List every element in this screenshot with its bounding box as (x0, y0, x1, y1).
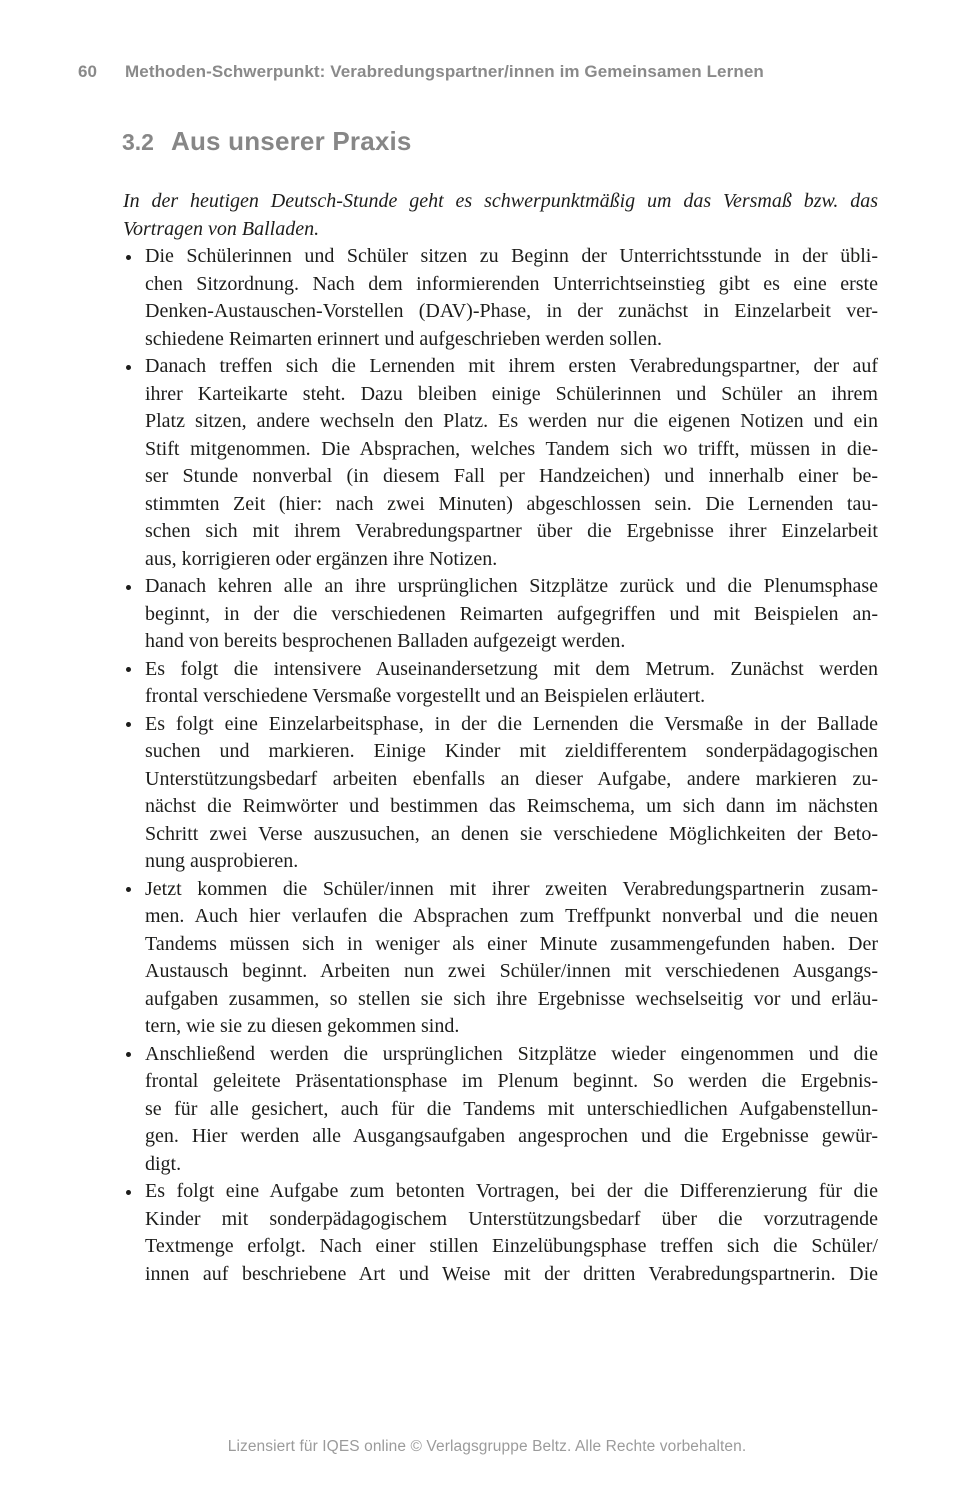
bullet-dot-icon (126, 255, 131, 260)
intro-line: Vortragen von Balladen. (123, 217, 320, 240)
bullet-line: Kinder mit sonderpädagogischem Unterstützungsbedarf über die vorzutragende (145, 1207, 878, 1230)
bullet-line: Unterstützungsbedarf arbeiten ebenfalls an dieser Aufgabe, andere markieren zu- (145, 767, 878, 790)
bullet-line: ser Stunde nonverbal (in diesem Fall per Handzeichen) und innerhalb einer be- (145, 465, 878, 487)
bullet-item (123, 353, 878, 573)
intro-line: In der heutigen Deutsch-Stunde geht es schwerpunktmäßig um das Versmaß bzw. das (123, 190, 878, 212)
bullet-line: men. Auch hier verlaufen die Absprachen zum Treffpunkt nonverbal und die neuen (145, 905, 878, 927)
bullet-line: Austausch beginnt. Arbeiten nun zwei Schüler/innen mit verschiedenen Ausgangs- (145, 960, 878, 982)
section-number: 3.2 (122, 129, 154, 155)
bullet-dot-icon (126, 1190, 131, 1195)
bullet-line: se für alle gesichert, auch für die Tandems mit unterschiedlichen Aufgabenstellun- (145, 1097, 878, 1120)
intro-paragraph (123, 188, 878, 243)
body-text (123, 188, 878, 1288)
bullet-item (123, 573, 878, 656)
bullet-line: aus, korrigieren oder ergänzen ihre Notizen. (145, 547, 498, 570)
bullet-dot-icon (126, 887, 131, 892)
bullet-item (123, 876, 878, 1041)
bullet-line: chen Sitzordnung. Nach dem informierenden Unterrichtseinstieg gibt es eine erste (145, 272, 878, 295)
bullet-line: Platz sitzen, andere wechseln den Platz. Es werden nur die eigenen Notizen und ein (145, 410, 878, 432)
bullet-item (123, 1041, 878, 1179)
bullet-line: beginnt, in der die verschiedenen Reimarten aufgegriffen und mit Beispielen an- (145, 602, 878, 625)
bullet-line: hand von bereits besprochenen Balladen aufgezeigt werden. (145, 630, 626, 652)
bullet-dot-icon (126, 1052, 131, 1057)
bullet-line: Es folgt eine Aufgabe zum betonten Vortragen, bei der die Differenzierung für die (145, 1180, 878, 1202)
bullet-line: Es folgt eine Einzelarbeitsphase, in der die Lernenden die Versmaße in der Ballade (145, 712, 878, 735)
bullet-line: innen auf beschriebene Art und Weise mit der dritten Verabredungspartnerin. Die (145, 1262, 878, 1285)
bullet-line: Textmenge erfolgt. Nach einer stillen Einzelübungsphase treffen sich die Schüler/ (145, 1235, 878, 1257)
bullet-line: ihrer Karteikarte steht. Dazu bleiben einige Schülerinnen und Schüler an ihrem (145, 382, 878, 405)
bullet-line: schen sich mit ihrem Verabredungspartner über die Ergebnisse ihrer Einzelarbeit (145, 520, 878, 542)
bullet-line: nächst die Reimwörter und bestimmen das Reimschema, um sich dann im nächsten (145, 795, 878, 817)
bullet-line: frontal verschiedene Versmaße vorgestellt und an Beispielen erläutert. (145, 685, 706, 707)
bullet-line: Denken-Austauschen-Vorstellen (DAV)-Phase, in der zunächst in Einzelarbeit ver- (145, 300, 878, 322)
bullet-list (123, 243, 878, 1288)
bullet-dot-icon (126, 365, 131, 370)
bullet-item (123, 656, 878, 711)
bullet-line: Jetzt kommen die Schüler/innen mit ihrer zweiten Verabredungspartnerin zusam- (145, 877, 878, 900)
bullet-dot-icon (126, 722, 131, 727)
bullet-line: gen. Hier werden alle Ausgangsaufgaben angesprochen und die Ergebnisse gewür- (145, 1125, 878, 1147)
bullet-line: stimmten Zeit (hier: nach zwei Minuten) abgeschlossen sein. Die Lernenden tau- (145, 492, 878, 515)
page-number: 60 (78, 62, 98, 81)
bullet-dot-icon (126, 585, 131, 590)
section-heading (122, 126, 412, 157)
bullet-line: Danach kehren alle an ihre ursprünglichen Sitzplätze zurück und die Plenumsphase (145, 575, 878, 597)
bullet-line: digt. (145, 1152, 182, 1175)
bullet-line: Die Schülerinnen und Schüler sitzen zu Beginn der Unterrichtsstunde in der übli- (145, 245, 878, 267)
bullet-line: schiedene Reimarten erinnert und aufgeschrieben werden sollen. (145, 327, 663, 350)
bullet-line: Stift mitgenommen. Die Absprachen, welches Tandem sich wo trifft, müssen in die- (145, 437, 878, 460)
bullet-line: Schritt zwei Verse auszusuchen, an denen sie verschiedene Möglichkeiten der Beto- (145, 822, 878, 845)
running-header (78, 62, 878, 82)
bullet-item (123, 243, 878, 353)
bullet-line: frontal geleitete Präsentationsphase im Plenum beginnt. So werden die Ergebnis- (145, 1070, 878, 1092)
license-footer-text: Lizensiert für IQES online © Verlagsgruppe Beltz. Alle Rechte vorbehalten. (227, 1438, 747, 1455)
bullet-dot-icon (126, 667, 131, 672)
section-title: Aus unserer Praxis (170, 126, 412, 156)
bullet-line: Es folgt die intensivere Auseinandersetzung mit dem Metrum. Zunächst werden (145, 657, 878, 680)
license-footer (0, 1438, 974, 1456)
running-header-text: Methoden-Schwerpunkt: Verabredungspartner/innen im Gemeinsamen Lernen (125, 62, 764, 81)
bullet-line: Tandems müssen sich in weniger als einer Minute zusammengefunden haben. Der (145, 932, 878, 955)
bullet-line: nung ausprobieren. (145, 850, 299, 872)
bullet-line: tern, wie sie zu diesen gekommen sind. (145, 1015, 460, 1037)
bullet-line: Anschließend werden die ursprünglichen Sitzplätze wieder eingenommen und die (145, 1042, 878, 1065)
bullet-line: suchen und markieren. Einige Kinder mit zieldifferentem sonderpädagogischen (145, 740, 878, 762)
bullet-line: Danach treffen sich die Lernenden mit ihrem ersten Verabredungspartner, der auf (145, 355, 878, 377)
bullet-item (123, 711, 878, 876)
bullet-item (123, 1178, 878, 1288)
bullet-line: aufgaben zusammen, so stellen sie sich ihre Ergebnisse wechselseitig vor und erläu- (145, 987, 878, 1010)
